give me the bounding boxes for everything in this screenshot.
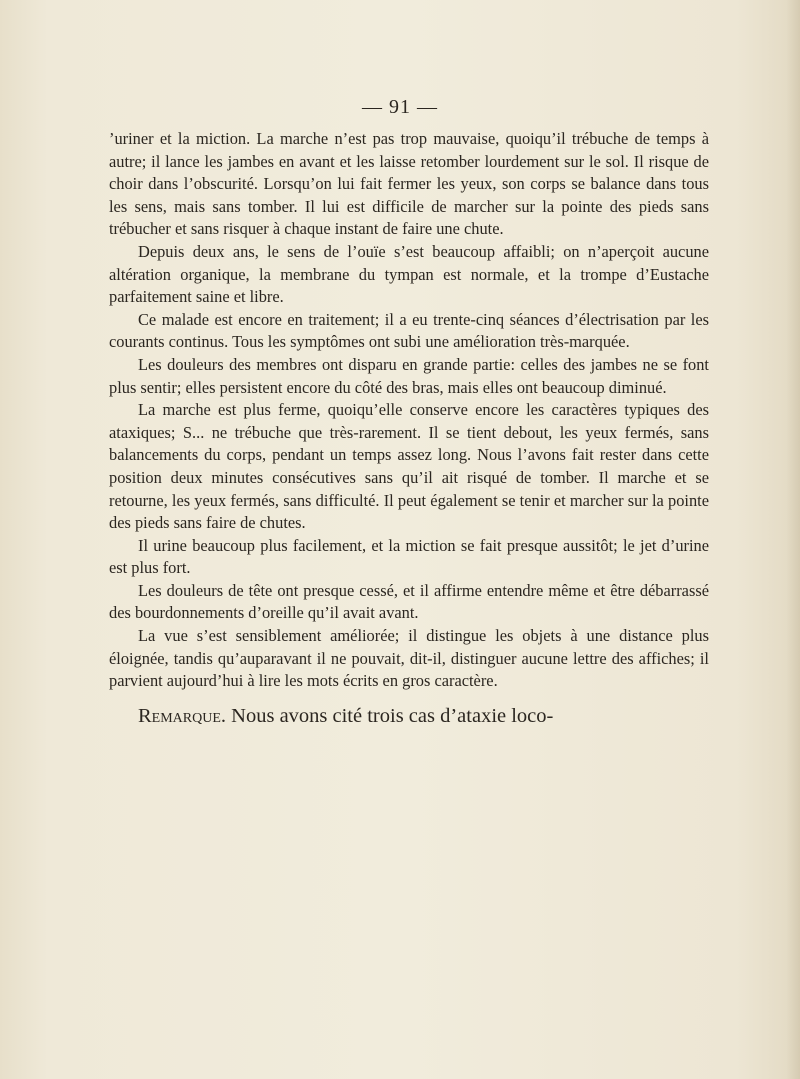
- page-edge-shadow: [786, 0, 800, 1079]
- paragraph-2: Depuis deux ans, le sens de l’ouïe s’est beaucoup affaibli; on n’aperçoit aucune altération organique, la membrane du tympan est normale, et la trompe d’Eustache parfaitement saine et libre.: [109, 241, 709, 307]
- paragraph-3: Ce malade est encore en traitement; il a eu trente-cinq séances d’électrisation par les courants continus. Tous les symptômes ont subi une amélioration très-marquée.: [109, 309, 709, 352]
- paragraph-6: Il urine beaucoup plus facilement, et la miction se fait presque aussitôt; le jet d’urine est plus fort.: [109, 535, 709, 578]
- paragraph-8: La vue s’est sensiblement améliorée; il distingue les objets à une distance plus éloignée, tandis qu’auparavant il ne pouvait, dit-il, distinguer aucune lettre des affiches; il parvient aujourd’hui à lire les mots écrits en gros caractère.: [109, 626, 709, 691]
- remark-label: Remarque.: [138, 704, 227, 727]
- page-number: — 91 —: [362, 96, 438, 118]
- paragraph-1: ’uriner et la miction. La marche n’est pas trop mauvaise, quoiqu’il trébuche de temps à autre; il lance les jambes en avant et les laisse retomber lourdement sur le sol. Il risque de choir dans l’obscurité. Lorsqu’on lui fait fermer les yeux, son corps se balance dans tous les sens, mais sans tomber. Il lui est difficile de marcher sur la pointe des pieds sans trébucher et sans risquer à chaque instant de faire une chute.: [109, 129, 709, 239]
- paragraph-4: Les douleurs des membres ont disparu en grande partie: celles des jambes ne se font plus sentir; elles persistent encore du côté des bras, mais elles ont beaucoup diminué.: [109, 354, 709, 397]
- remark-paragraph: [109, 703, 709, 729]
- paragraph-7: Les douleurs de tête ont presque cessé, et il affirme entendre même et être débarrassé des bourdonnements d’oreille qu’il avait avant.: [109, 580, 709, 623]
- body-text: [109, 128, 709, 729]
- remark-text: Nous avons cité trois cas d’ataxie loco-: [231, 704, 554, 727]
- paragraph-5: La marche est plus ferme, quoiqu’elle conserve encore les caractères typiques des ataxiques; S... ne trébuche que très-rarement. Il se tient debout, les yeux fermés, sans balancements du corps, pendant un temps assez long. Nous l’avons fait rester dans cette position deux minutes consécutives sans qu’il ait risqué de tomber. Il marche et se retourne, les yeux fermés, sans difficulté. Il peut également se tenir et marcher sur la pointe des pieds sans faire de chutes.: [109, 400, 709, 533]
